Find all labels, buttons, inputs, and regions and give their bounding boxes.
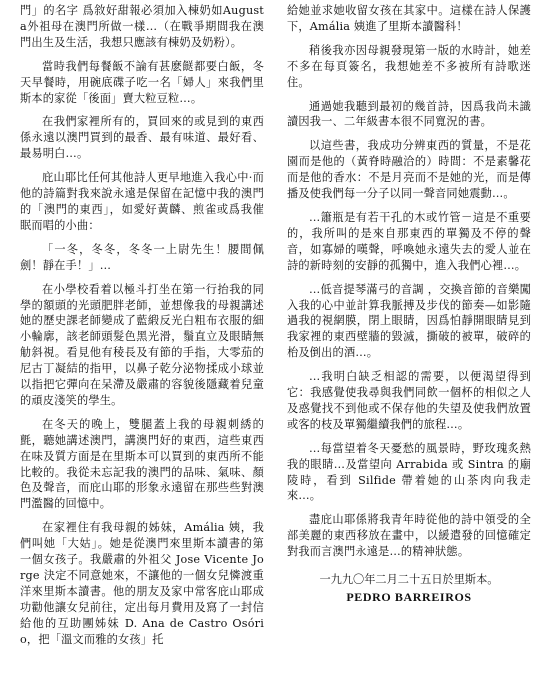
paragraph: 在家裡住有我母親的姊妹，Amália 姨，我們叫她「大姑」。她是從澳門來里斯本讀書的第一個女孩子。我嚴肅的外祖父 Jose Vicente Jorge 決定不同意她來，不讓他的一個女兒憐渡重洋來里斯本讀書。他的朋友及家中常客庇山耶成功勸他讓女兒前往，定出每月費用及寫了一封信給他的互助團姊妹 D. Ana de Castro Osório，把「溫文而雅的女孩」托 <box>20 521 264 646</box>
paragraph: 在冬天的晚上，雙腿蓋上我的母親刺綉的氈，聽她講述澳門，講澳門好的東西，這些東西在味及質方面是在里斯本可以買到的東西所不能比較的。我從未忘記我的澳門的品味、氣味、顏色及聲音，而庇山耶的形象永遠留在那些些對澳門濫醫的回憶中。 <box>20 417 264 511</box>
date-line: 一九九〇年二月二十五日於里斯本。 <box>319 573 499 587</box>
paragraph: …我明白缺乏相認的需要，以便渴望得到它：我感覺使我尋與我們同飲一個杯的相似之人及惑覺找不到他或不保存他的失望及使我們放置或客的枝及單獨繼續我們的旅程…。 <box>287 370 531 431</box>
paragraph: 以這些書，我成功分辨東西的質量，不是花園而是他的（黃脊時融洽的）時間：不是素馨花而是他的香水：不是月亮而不是她的光，而是傳播及使我們每一分子以同一聲音同她震動…。 <box>287 139 531 201</box>
paragraph: …簫瓶是有若干孔的木或竹管－這是不重要的，我所叫的是來自那東西的單獨及不停的聲音，如寡婦的嘆聲，呼喚她永遠失去的愛人並在詩的新時刻的安靜的孤獨中，進入我們心裡…。 <box>287 210 531 272</box>
right-paragraphs <box>287 3 531 560</box>
paragraph: 門」的名字 爲敘好甜報必須加入棟奶如Augusta外祖母在澳門所做一樣…（在戰爭期間我在澳門出生及生活，我想只應該有棟奶及奶粉）。 <box>20 4 264 49</box>
left-column <box>20 3 264 683</box>
author-signature: PEDRO BARREIROS <box>346 590 472 604</box>
paragraph: 當時我們每餐飯不論有甚麽餸都要白飯，冬天早餐時，用碗底碟子吃一名「婦人」來我們里斯本的家從「後面」賣大粒豆粒…。 <box>20 59 264 105</box>
paragraph: 盡庇山耶係將我青年時從他的詩中領受的全部美麗的東西移放在畫中，以緩遣發的回憶確定對我而言澳門永遠是…的精神狀態。 <box>287 513 531 559</box>
right-column <box>287 3 531 683</box>
paragraph: 通過她我聽到最初的幾首詩，因爲我尚未識讀因我一、二年級書本很不同寬況的書。 <box>287 99 531 129</box>
paragraph: 給她並求她收留女孩在其家中。這樣在詩人保護下，Amália 姨進了里斯本讀醫科！ <box>287 4 531 33</box>
paragraph: …每當望着冬天憂愁的風景時，野玫瑰炙熱我的眼睛…及當望向 Arrabida 或 Sintra 的廟陵時，看到 Silfide 帶着她的山茶肉向我走來…。 <box>287 441 531 503</box>
paragraph: 在小學校看着以極斗打坐在第一行抬我的同學的額頭的光頭肥胖老師，並想像我的母親講述她的歷史課老師變成了藍緞反光白粗布衣服的細小輪廓，該老師頭髮色黑光滑，鬚直立及眼睛無觔斜視。看見他有稜長及有節的手指，大零茄的尼古丁凝結的指甲，以鼻子乾分泌物揉成小球並以指把它彈向在呆滯及嚴肅的容貌後隱藏着兒童的頑皮淺笑的學生。 <box>20 282 264 407</box>
paragraph: 稍後我亦因母親發現第一版的水時計，她差不多在每頁簽名，我想她差不多被所有詩歌迷住。 <box>287 43 531 89</box>
paragraph: 庇山耶比任何其他詩人更早地進入我心中·而他的詩篇對我來說永遠是保留在記憶中我的澳門的「澳門的東西」，如愛好黃麟、煎雀或爲我催眠而唱的小曲： <box>20 171 264 232</box>
paragraph: 「一冬，冬冬，冬冬一上尉先生！腰間佩劍！靜在手！」… <box>20 242 264 272</box>
paragraph: 在我們家裡所有的，買回來的或見到的東西係永遠以澳門買到的最香、最有味道、最好看、最易明白…。 <box>20 115 264 161</box>
paragraph: …低音提琴滿弓的音調 ，交換音節的音樂闖入我的心中並計算我脈搏及步伐的節奏—如影隨過我的視網膜，閉上眼睛，因爲怕靜開眼睛見到我家裡的東西壁牆的毀滅，撕破的被單，破碎的枱及倒出的酒…。 <box>287 282 531 360</box>
